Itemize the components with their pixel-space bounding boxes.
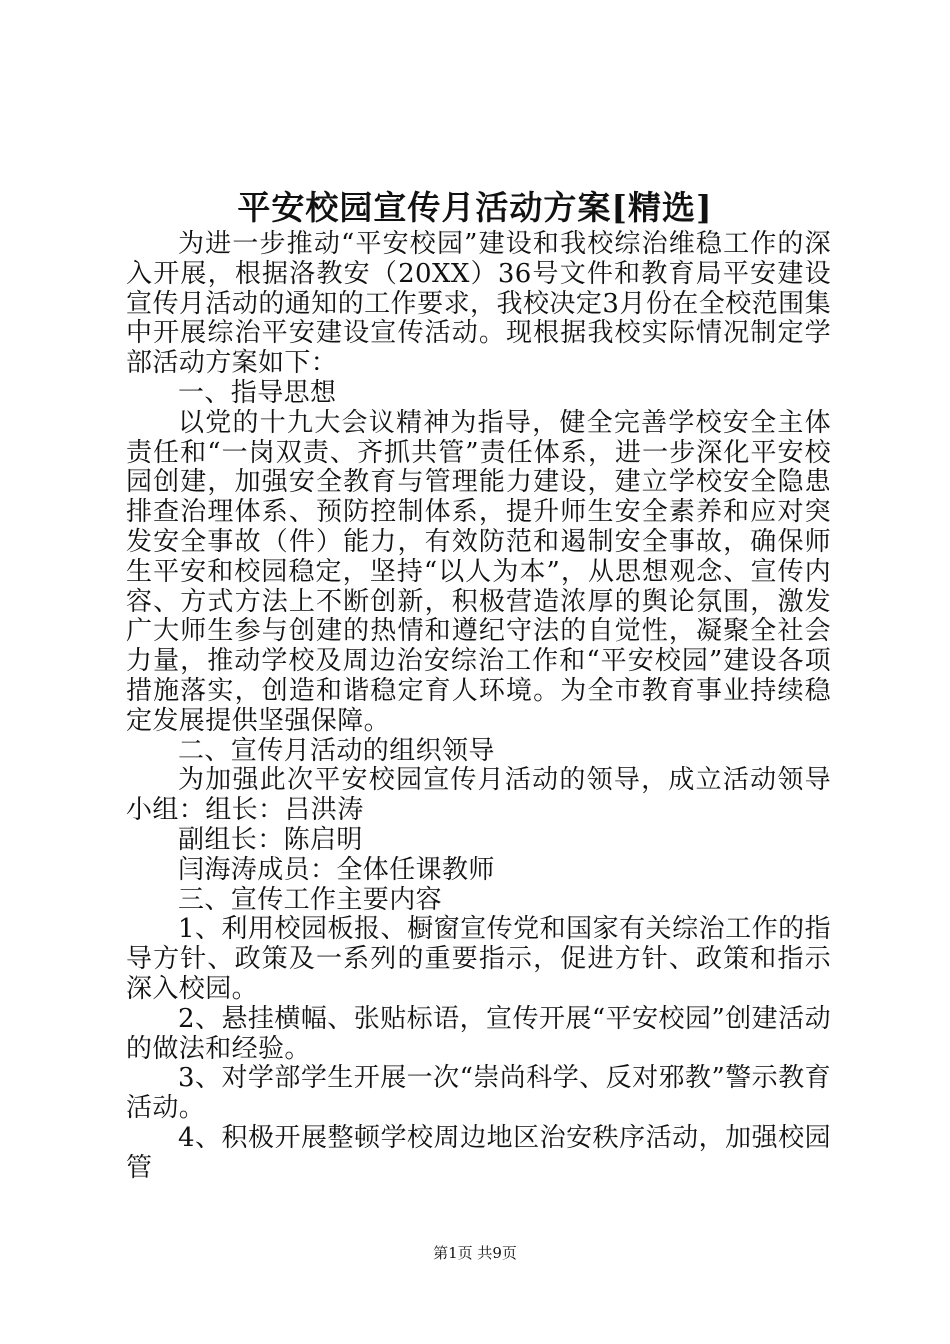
guiding-ideology-paragraph: 以党的十九大会议精神为指导，健全完善学校安全主体责任和“一岗双责、齐抓共管”责任体系，进一步深化平安校园创建，加强安全教育与管理能力建设，建立学校安全隐患排查治理体系、预防控制体系，提升师生安全素养和应对突发安全事故（件）能力，有效防范和遏制安全事故，确保师生平安和校园稳定，坚持“以人为本”，从思想观念、宣传内容、方式方法上不断创新，积极营造浓厚的舆论氛围，激发广大师生参与创建的热情和遵纪守法的自觉性，凝聚全社会力量，推动学校及周边治安综治工作和“平安校园”建设各项措施落实，创造和谐稳定育人环境。为全市教育事业持续稳定发展提供坚强保障。	[126, 407, 831, 736]
document-body	[126, 230, 831, 1184]
section-heading-organization: 二、宣传月活动的组织领导	[178, 735, 495, 766]
deputy-leader-line: 副组长：陈启明	[178, 824, 363, 855]
content-item-3: 3、对学部学生开展一次“崇尚科学、反对邪教”警示教育活动。	[126, 1063, 831, 1124]
section-heading-main-content: 三、宣传工作主要内容	[178, 884, 443, 915]
members-line: 闫海涛成员：全体任课教师	[178, 854, 495, 885]
intro-paragraph: 为进一步推动“平安校园”建设和我校综治维稳工作的深入开展，根据洛教安（20XX）36号文件和教育局平安建设宣传月活动的通知的工作要求，我校决定3月份在全校范围集中开展综治平安建设宣传活动。现根据我校实际情况制定学部活动方案如下：	[126, 229, 831, 379]
content-item-4: 4、积极开展整顿学校周边地区治安秩序活动，加强校园管	[126, 1122, 831, 1183]
content-item-2: 2、悬挂横幅、张贴标语，宣传开展“平安校园”创建活动的做法和经验。	[126, 1003, 831, 1064]
content-item-1: 1、利用校园板报、橱窗宣传党和国家有关综治工作的指导方针、政策及一系列的重要指示，促进方针、政策和指示深入校园。	[126, 914, 831, 1004]
organization-paragraph: 为加强此次平安校园宣传月活动的领导，成立活动领导小组：组长：吕洪涛	[126, 765, 831, 826]
document-title: 平安校园宣传月活动方案[精选]	[237, 188, 713, 227]
page-footer: 第1页 共9页	[433, 1244, 517, 1262]
section-heading-guiding-ideology: 一、指导思想	[178, 377, 337, 408]
